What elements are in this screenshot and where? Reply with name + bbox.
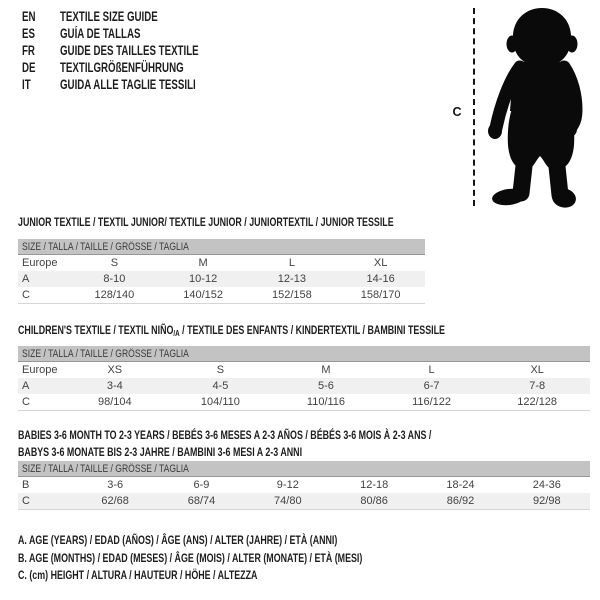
measurement-note: [18, 533, 483, 551]
left-ear: [507, 36, 518, 53]
language-code: [22, 60, 60, 75]
language-row: [22, 42, 253, 59]
size-value-cell: 4-5: [212, 380, 229, 392]
language-row: [22, 25, 253, 42]
junior-table-title: JUNIOR TEXTILE / TEXTIL JUNIOR/ TEXTILE JUNIOR / JUNIORTEXTIL / JUNIOR TESSILE: [18, 215, 394, 229]
row-label: C: [22, 396, 30, 408]
size-value-cell: 110/116: [306, 396, 346, 408]
size-value-cell: 128/140: [94, 289, 135, 301]
language-guide-title: [60, 26, 172, 41]
toddler-silhouette: [484, 7, 596, 209]
size-value-cell: 98/104: [97, 396, 132, 408]
size-value-cell: XL: [530, 364, 544, 376]
size-header-row: SIZE / TALLA / TAILLE / GRÖSSE / TAGLIA: [18, 346, 590, 362]
language-title-list: [22, 8, 253, 93]
table-row-europe: [18, 362, 590, 378]
size-value-cell: S: [216, 364, 225, 376]
language-code-text: EN: [22, 9, 36, 24]
size-value-cell: 12-18: [360, 479, 389, 491]
language-guide-title: [60, 77, 249, 92]
language-code-text: ES: [22, 26, 35, 41]
size-value-cell: 158/170: [360, 289, 401, 301]
right-ear: [567, 36, 578, 53]
size-value-cell: 9-12: [276, 479, 299, 491]
language-guide-title-text: TEXTILGRÖßENFÜHRUNG: [60, 60, 184, 75]
size-value-cell: 80/86: [360, 495, 388, 507]
size-value-cell: 3-4: [106, 380, 123, 392]
language-guide-title-text: TEXTILE SIZE GUIDE: [60, 9, 158, 24]
table-row-c: [18, 287, 425, 303]
size-value-cell: 6-7: [423, 380, 440, 392]
table-row-c: [18, 394, 590, 410]
size-value-cell: XS: [107, 364, 123, 376]
size-value-cell: M: [198, 257, 208, 269]
measurement-note-text: C. (cm) HEIGHT / ALTURA / HAUTEUR / HÖHE / ALTEZZA: [18, 568, 258, 582]
size-value-cell: 24-36: [532, 479, 561, 491]
row-label: A: [22, 380, 30, 392]
size-value-cell: M: [321, 364, 331, 376]
size-value-cell: 104/110: [200, 396, 240, 408]
size-value-cell: 10-12: [189, 273, 218, 285]
size-value-cell: 152/158: [271, 289, 312, 301]
measurement-notes: [18, 533, 483, 586]
size-value-cell: 62/68: [101, 495, 129, 507]
size-value-cell: 86/92: [446, 495, 475, 507]
size-value-cell: 140/152: [183, 289, 223, 301]
language-row: [22, 76, 253, 93]
height-measure-label: C: [452, 105, 462, 119]
table-row-a: [18, 271, 425, 287]
row-label: B: [22, 479, 30, 491]
size-value-cell: 6-9: [193, 479, 210, 491]
babies-table-title: BABIES 3-6 MONTH TO 2-3 YEARS / BEBÉS 3-6 MESES A 2-3 AÑOS / BÉBÉS 3-6 MOIS À 2-3 ANS / BABYS 3-6 MONATE BIS 2-3 JAHRE / BAMBINI 3-6 MESI A 2-3 ANNI: [18, 428, 432, 459]
size-value-cell: 68/74: [187, 495, 216, 507]
junior-size-table: [18, 239, 425, 304]
language-code: [22, 43, 60, 58]
size-value-cell: 18-24: [446, 479, 475, 491]
language-code-text: FR: [22, 43, 35, 58]
table-row-a: [18, 378, 590, 394]
size-value-cell: 5-6: [318, 380, 334, 392]
row-label: Europe: [22, 364, 58, 376]
babies-size-table: [18, 461, 590, 510]
size-value-cell: 12-13: [277, 273, 306, 285]
childrens-size-table: [18, 346, 590, 411]
row-label: C: [22, 495, 30, 507]
table-row-b: [18, 477, 590, 493]
measurement-note: [18, 568, 483, 586]
size-value-cell: 8-10: [103, 273, 126, 285]
table-row-europe: [18, 255, 425, 271]
language-row: [22, 8, 253, 25]
right-leg: [556, 157, 560, 195]
row-label: A: [22, 273, 30, 285]
size-value-cell: 122/128: [517, 396, 558, 408]
left-leg: [521, 157, 525, 193]
size-value-cell: L: [288, 257, 295, 269]
table-row-c: [18, 493, 590, 509]
row-label: Europe: [22, 257, 58, 269]
language-guide-title-text: GUÍA DE TALLAS: [60, 26, 141, 41]
size-value-cell: XL: [373, 257, 388, 269]
childrens-table-title: CHILDREN'S TEXTILE / TEXTIL NIÑO/A / TEXTILE DES ENFANTS / KINDERTEXTIL / BAMBINI TESSILE: [18, 323, 445, 338]
language-guide-title: [60, 60, 232, 75]
language-guide-title-text: GUIDE DES TAILLES TEXTILE: [60, 43, 199, 58]
size-header-row: SIZE / TALLA / TAILLE / GRÖSSE / TAGLIA: [18, 461, 590, 477]
language-row: [22, 59, 253, 76]
language-code-text: IT: [22, 77, 31, 92]
head: [513, 8, 571, 67]
size-value-cell: 3-6: [107, 479, 124, 491]
size-header-row: SIZE / TALLA / TAILLE / GRÖSSE / TAGLIA: [18, 239, 425, 255]
height-measure-dashed-line: [473, 8, 475, 206]
language-guide-title-text: GUIDA ALLE TAGLIE TESSILI: [60, 77, 196, 92]
size-value-cell: 92/98: [533, 495, 561, 507]
size-value-cell: L: [428, 364, 435, 376]
language-code: [22, 77, 60, 92]
row-label: C: [22, 289, 30, 301]
size-value-cell: 14-16: [366, 273, 395, 285]
language-code: [22, 9, 60, 24]
language-code-text: DE: [22, 60, 36, 75]
size-value-cell: 74/80: [274, 495, 302, 507]
measurement-note-text: B. AGE (MONTHS) / EDAD (MESES) / ÂGE (MOIS) / ALTER (MONATE) / ETÀ (MESI): [18, 550, 363, 565]
language-code: [22, 26, 60, 41]
size-value-cell: S: [110, 257, 119, 269]
size-value-cell: 116/122: [412, 396, 452, 408]
language-guide-title: [60, 43, 253, 58]
language-guide-title: [60, 9, 196, 24]
measurement-note: [18, 551, 483, 569]
measurement-note-text: A. AGE (YEARS) / EDAD (AÑOS) / ÂGE (ANS) / ALTER (JAHRE) / ETÀ (ANNI): [18, 533, 338, 547]
size-value-cell: 7-8: [529, 380, 546, 392]
